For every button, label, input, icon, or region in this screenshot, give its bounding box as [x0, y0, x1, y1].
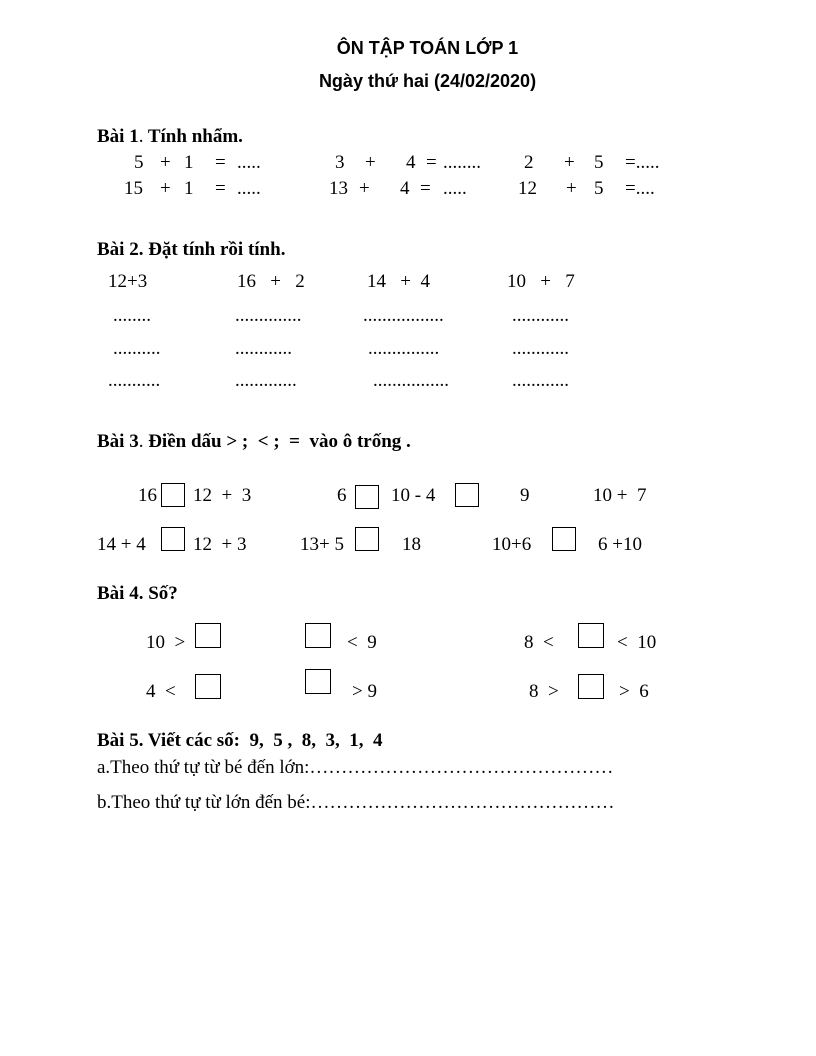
- answer-blank[interactable]: ........: [443, 152, 481, 173]
- answer-box[interactable]: [455, 483, 479, 507]
- bai1-heading: Bài 1. Tính nhẩm.: [97, 126, 243, 147]
- work-blank[interactable]: ................: [373, 370, 449, 391]
- answer-blank[interactable]: =....: [625, 178, 655, 199]
- answer-box[interactable]: [355, 485, 379, 509]
- answer-box[interactable]: [161, 527, 185, 551]
- answer-box[interactable]: [195, 623, 221, 648]
- answer-box[interactable]: [305, 669, 331, 694]
- answer-blank[interactable]: =.....: [625, 152, 660, 173]
- page-date: Ngày thứ hai (24/02/2020): [318, 71, 537, 91]
- work-blank[interactable]: ...............: [368, 338, 440, 359]
- answer-box[interactable]: [161, 483, 185, 507]
- problem-item: 16 + 2: [237, 271, 305, 292]
- work-blank[interactable]: ............: [512, 338, 569, 359]
- work-blank[interactable]: ............: [512, 305, 569, 326]
- answer-box[interactable]: [305, 623, 331, 648]
- work-blank[interactable]: ........: [113, 305, 151, 326]
- problem-item: 12+3: [108, 271, 148, 292]
- answer-blank[interactable]: .....: [237, 152, 261, 173]
- bai4-heading: Bài 4. Số?: [97, 583, 178, 604]
- answer-box[interactable]: [355, 527, 379, 551]
- work-blank[interactable]: ............: [512, 370, 569, 391]
- work-blank[interactable]: ............: [235, 338, 292, 359]
- answer-box[interactable]: [578, 623, 604, 648]
- bai5-heading: Bài 5. Viết các số: 9, 5 , 8, 3, 1, 4: [97, 730, 383, 751]
- bai5-part-a[interactable]: a.Theo thứ tự từ bé đến lớn:…………………………………………: [97, 757, 614, 778]
- answer-blank[interactable]: .....: [237, 178, 261, 199]
- bai5-part-b[interactable]: b.Theo thứ tự từ lớn đến bé:…………………………………………: [97, 792, 615, 813]
- work-blank[interactable]: ...........: [108, 370, 161, 391]
- problem-item: 14 + 4: [367, 271, 430, 292]
- work-blank[interactable]: ..............: [235, 305, 302, 326]
- answer-box[interactable]: [578, 674, 604, 699]
- answer-box[interactable]: [195, 674, 221, 699]
- work-blank[interactable]: .............: [235, 370, 297, 391]
- page-title: ÔN TẬP TOÁN LỚP 1: [336, 38, 519, 58]
- work-blank[interactable]: .................: [363, 305, 444, 326]
- work-blank[interactable]: ..........: [113, 338, 161, 359]
- bai2-heading: Bài 2. Đặt tính rồi tính.: [97, 239, 286, 260]
- answer-box[interactable]: [552, 527, 576, 551]
- bai3-heading: Bài 3. Điền dấu > ; < ; = vào ô trống .: [97, 431, 411, 452]
- problem-item: 10 + 7: [507, 271, 575, 292]
- answer-blank[interactable]: .....: [443, 178, 467, 199]
